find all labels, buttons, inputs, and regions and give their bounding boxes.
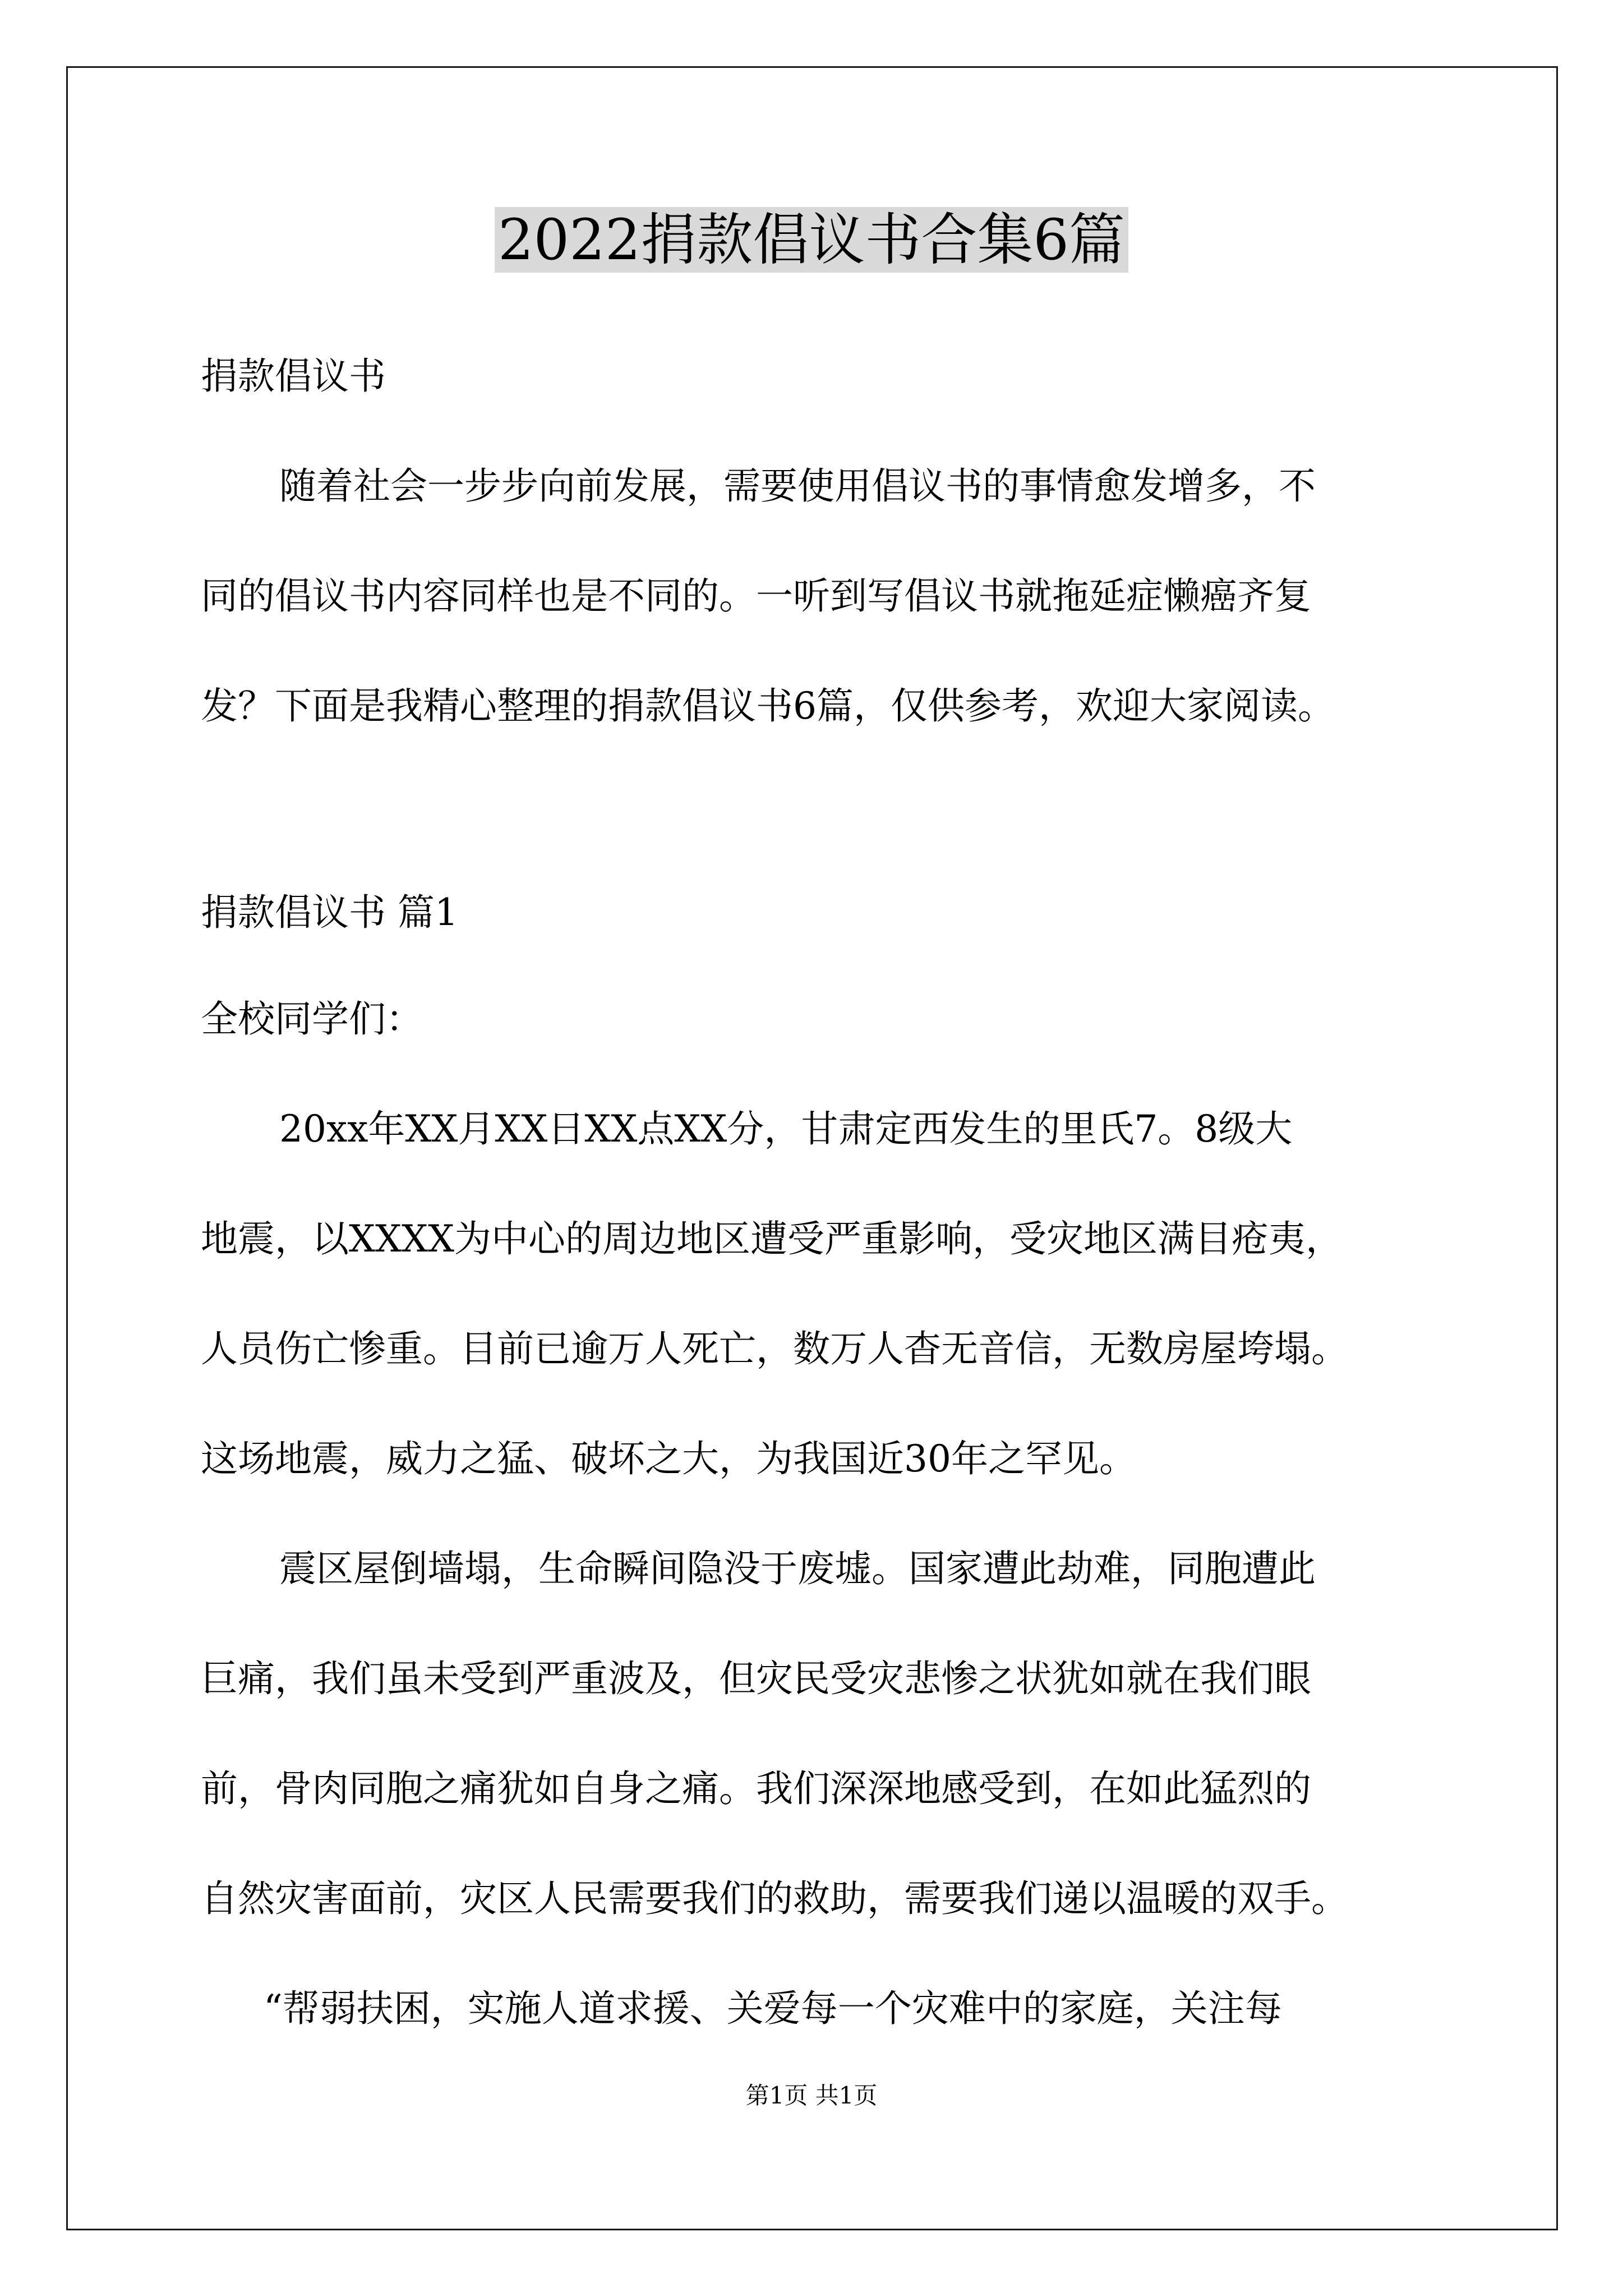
intro-line-2: 同的倡议书内容同样也是不同的。一听到写倡议书就拖延症懒癌齐复 [201, 574, 1311, 618]
page-number-footer: 第1页 共1页 [745, 2082, 878, 2109]
para2-line-2: 巨痛，我们虽未受到严重波及，但灾民受灾悲惨之状犹如就在我们眼 [201, 1657, 1311, 1700]
para2-line-1: 震区屋倒墙塌，生命瞬间隐没于废墟。国家遭此劫难，同胞遭此 [279, 1547, 1316, 1590]
para2-line-3: 前，骨肉同胞之痛犹如自身之痛。我们深深地感受到，在如此猛烈的 [201, 1767, 1311, 1810]
intro-heading: 捐款倡议书 [201, 355, 386, 398]
para1-line-3: 人员伤亡惨重。目前已逾万人死亡，数万人杳无音信，无数房屋垮塌。 [201, 1327, 1348, 1370]
para1-line-2: 地震，以XXXX为中心的周边地区遭受严重影响，受灾地区满目疮夷， [201, 1217, 1343, 1260]
document-title [0, 201, 1623, 279]
para1-line-4: 这场地震，威力之猛、破坏之大，为我国近30年之罕见。 [201, 1437, 1136, 1480]
section-heading-1: 捐款倡议书 篇1 [201, 891, 458, 934]
para2-line-4: 自然灾害面前，灾区人民需要我们的救助，需要我们递以温暖的双手。 [201, 1877, 1348, 1920]
intro-line-1: 随着社会一步步向前发展，需要使用倡议书的事情愈发增多，不 [279, 464, 1316, 508]
para1-line-1: 20xx年XX月XX日XX点XX分，甘肃定西发生的里氏7。8级大 [279, 1107, 1293, 1151]
para3-line-1: “帮弱扶困，实施人道求援、关爱每一个灾难中的家庭，关注每 [264, 1987, 1282, 2030]
document-title-text: 2022捐款倡议书合集6篇 [495, 207, 1128, 273]
intro-line-3: 发？下面是我精心整理的捐款倡议书6篇，仅供参考，欢迎大家阅读。 [201, 684, 1335, 728]
salutation: 全校同学们： [201, 997, 423, 1041]
